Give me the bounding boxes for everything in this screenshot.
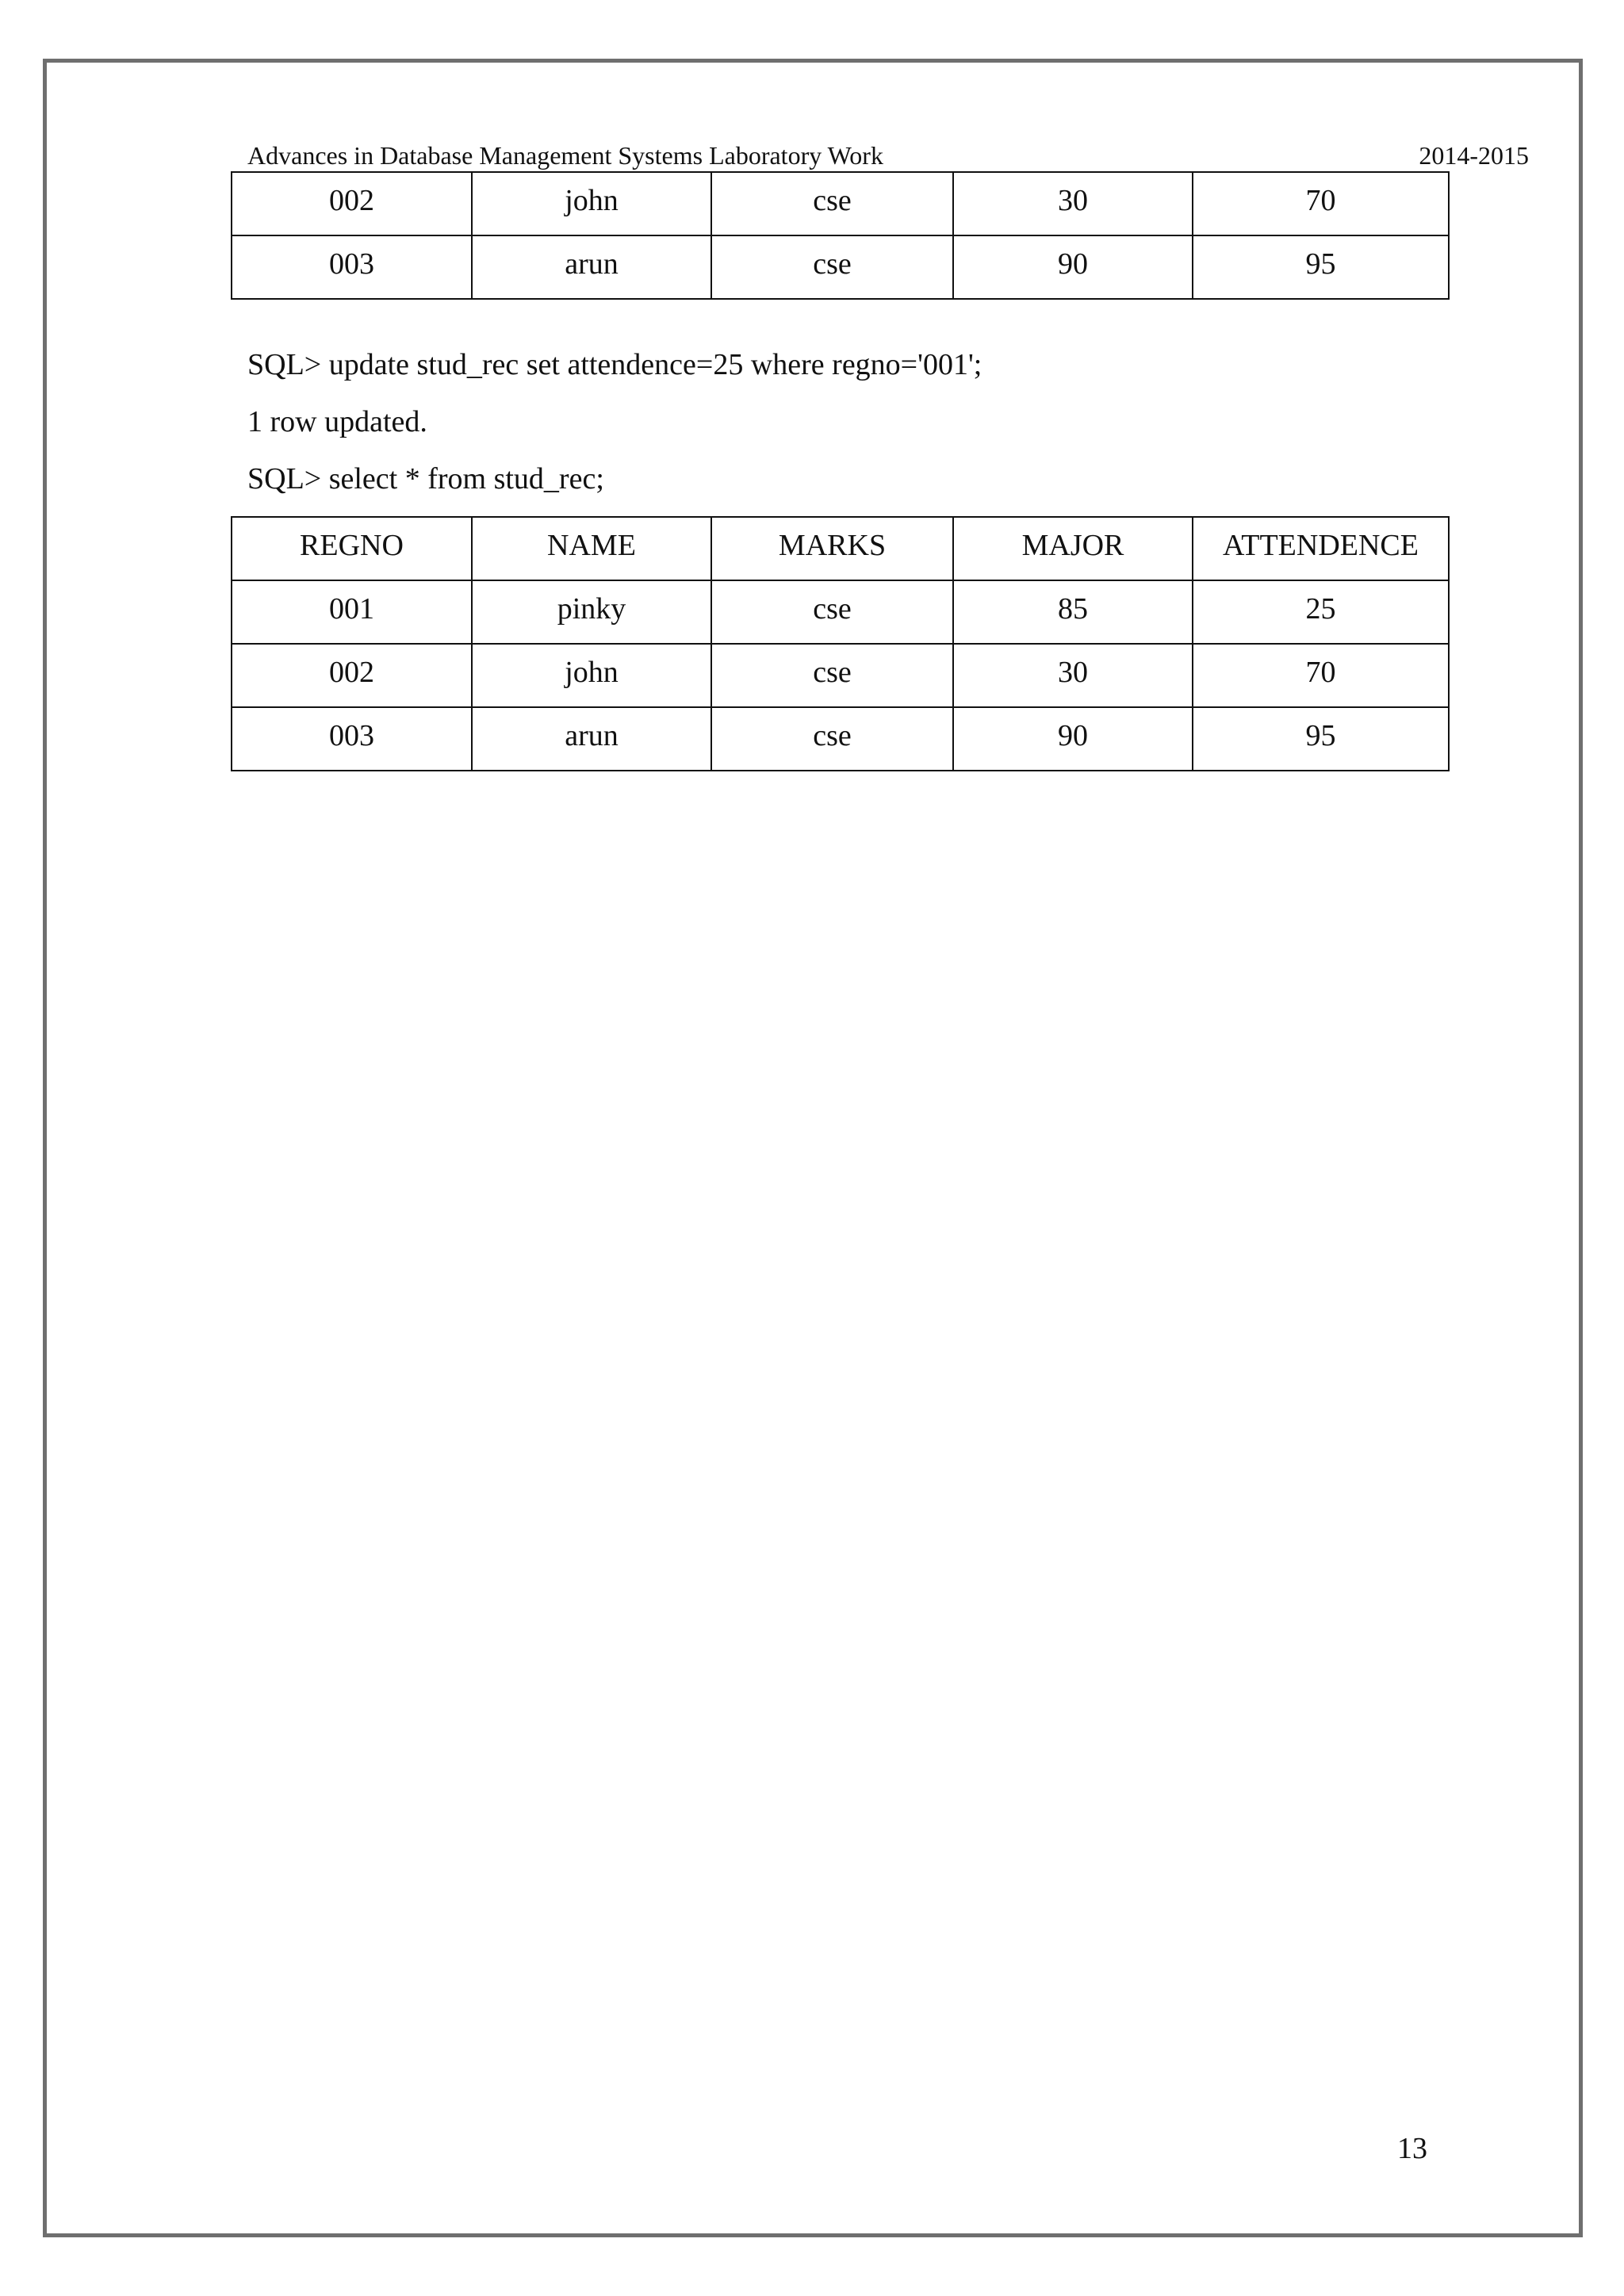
cell-name: john: [472, 644, 711, 707]
table-row: [232, 172, 1449, 235]
table-row: [232, 707, 1449, 771]
cell-marks: cse: [711, 644, 953, 707]
cell-regno: 002: [232, 644, 472, 707]
cell-name: john: [472, 172, 711, 235]
cell-major: 30: [953, 172, 1193, 235]
sql-update-command: SQL> update stud_rec set attendence=25 where regno='001';: [247, 348, 982, 381]
header-cell-major: MAJOR: [953, 517, 1193, 580]
cell-attendence: 70: [1193, 644, 1449, 707]
cell-regno: 003: [232, 235, 472, 299]
cell-major: 90: [953, 707, 1193, 771]
header-year: 2014-2015: [1419, 141, 1529, 170]
header-cell-marks: MARKS: [711, 517, 953, 580]
cell-marks: cse: [711, 707, 953, 771]
table-header-row: [232, 517, 1449, 580]
cell-marks: cse: [711, 172, 953, 235]
cell-regno: 001: [232, 580, 472, 644]
table-row: [232, 580, 1449, 644]
cell-name: arun: [472, 707, 711, 771]
cell-regno: 002: [232, 172, 472, 235]
result-table: [231, 516, 1450, 771]
cell-major: 30: [953, 644, 1193, 707]
cell-major: 85: [953, 580, 1193, 644]
sql-select-command: SQL> select * from stud_rec;: [247, 462, 604, 496]
page-number: 13: [1397, 2132, 1427, 2165]
cell-major: 90: [953, 235, 1193, 299]
header-cell-name: NAME: [472, 517, 711, 580]
cell-name: arun: [472, 235, 711, 299]
cell-marks: cse: [711, 235, 953, 299]
cell-regno: 003: [232, 707, 472, 771]
header-cell-attendence: ATTENDENCE: [1193, 517, 1449, 580]
sql-update-result: 1 row updated.: [247, 405, 427, 438]
cell-name: pinky: [472, 580, 711, 644]
cell-attendence: 70: [1193, 172, 1449, 235]
cell-marks: cse: [711, 580, 953, 644]
page-border: [43, 59, 1583, 2237]
table-row: [232, 644, 1449, 707]
header-cell-regno: REGNO: [232, 517, 472, 580]
cell-attendence: 95: [1193, 235, 1449, 299]
cell-attendence: 95: [1193, 707, 1449, 771]
cell-attendence: 25: [1193, 580, 1449, 644]
header-title: Advances in Database Management Systems Laboratory Work: [247, 141, 883, 170]
continued-table: [231, 171, 1450, 300]
table-row: [232, 235, 1449, 299]
